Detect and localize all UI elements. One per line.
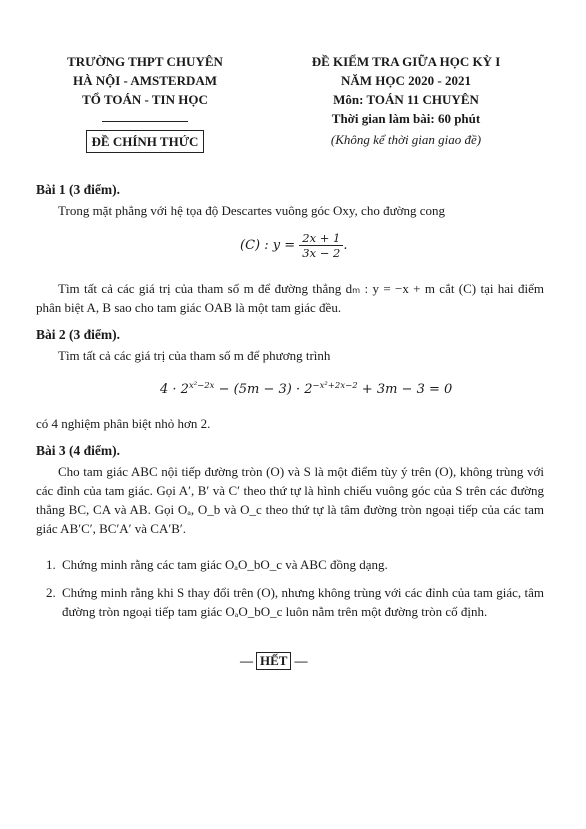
duration-note: (Không kể thời gian giao đề) [330,132,482,147]
list-item [46,555,544,574]
school-header [52,52,238,153]
curve-label: (C) : y = [240,238,296,253]
exam-header [270,52,542,149]
end-label: HẾT [256,652,291,670]
school-name-line2: HÀ NỘI - AMSTERDAM [72,73,218,88]
problem2-task: Tìm tất cả các giá trị của tham số m để phương trình [58,348,331,363]
duration: Thời gian làm bài: 60 phút [331,111,481,126]
problem2-title: Bài 2 (3 điểm). [36,327,120,342]
eq-exponent1: x²−2x [188,381,215,391]
end-dash-right: — [294,653,308,668]
problem1-task: Tìm tất cả các giá trị của tham số m để đường thẳng dₘ : y = −x + m cắt (C) tại hai điểm phân biệt A, B sao cho tam giác OAB là một tam giác đều. [36,281,544,315]
problem2-equation [160,381,452,397]
problem1-intro: Trong mặt phẳng với hệ tọa độ Descartes vuông góc Oxy, cho đường cong [58,203,446,218]
end-mark [240,652,307,670]
list-item [46,583,544,621]
school-year: NĂM HỌC 2020 - 2021 [341,73,471,88]
problem3-intro: Cho tam giác ABC nội tiếp đường tròn (O) và S là một điểm tùy ý trên (O), không trùng với các đỉnh của tam giác. Gọi A′, B′ và C′ theo thứ tự là hình chiếu vuông góc của S trên các đường thẳng BC, CA và AB. Gọi Oₐ, O_b và O_c theo thứ tự là tâm đường tròn ngoại tiếp của các tam giác AB′C′, BC′A′ và CA′B′. [36,464,544,536]
list-item-number: 1. [46,557,56,572]
list-item-number: 2. [46,585,56,600]
end-dash-left: — [240,653,253,668]
eq-term1: 4 · 2 [160,382,189,397]
problem3-title: Bài 3 (4 điểm). [36,443,120,458]
eq-term3: + 3m − 3 = 0 [357,382,453,397]
eq-exponent2: −x²+2x−2 [312,381,358,391]
official-label: ĐỀ CHÍNH THỨC [86,130,205,153]
exam-title: ĐỀ KIỂM TRA GIỮA HỌC KỲ I [311,54,501,69]
list-item-text: Chứng minh rằng khi S thay đổi trên (O), nhưng không trùng với các đỉnh của tam giác, tâm đường tròn ngoại tiếp tam giác OₐO_bO_c luôn nằm trên một đường tròn cố định. [62,585,544,619]
curve-fraction [299,231,343,260]
school-name-line1: TRƯỜNG THPT CHUYÊN [67,54,223,69]
header-divider [102,121,188,122]
problem1-title: Bài 1 (3 điểm). [36,182,120,197]
subject: Môn: TOÁN 11 CHUYÊN [333,92,479,107]
fraction-numerator: 2x + 1 [299,231,343,246]
department-name: TỔ TOÁN - TIN HỌC [82,92,208,107]
eq-term2: − (5m − 3) · 2 [214,382,313,397]
problem1-curve-formula: (C) : y = $\frac{2x + 1}{3x - 2}$ . [240,231,348,260]
problem2-conclusion: có 4 nghiệm phân biệt nhỏ hơn 2. [36,416,211,431]
list-item-text: Chứng minh rằng các tam giác OₐO_bO_c và ABC đồng dạng. [62,557,388,572]
fraction-denominator: 3x − 2 [302,246,341,260]
